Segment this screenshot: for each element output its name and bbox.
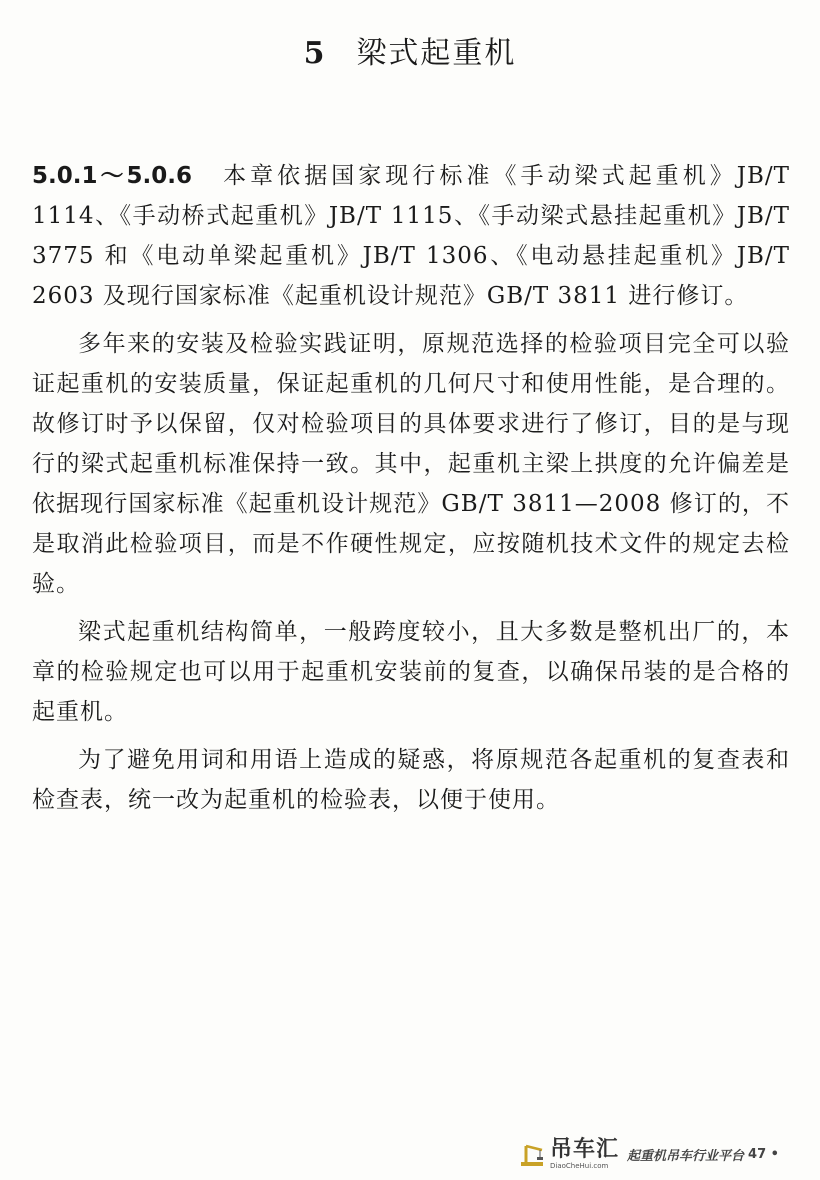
page-number: 47 •: [748, 1146, 779, 1162]
chapter-number: 5: [303, 36, 327, 71]
paragraph-1: [32, 156, 790, 316]
document-body: [32, 156, 790, 828]
logo-name: 吊车汇: [550, 1136, 620, 1162]
footer-slogan: 起重机吊车行业平台: [627, 1148, 745, 1164]
paragraph-3: 梁式起重机结构简单，一般跨度较小，且大多数是整机出厂的，本章的检验规定也可以用于起重机安装前的复查，以确保吊装的是合格的起重机。: [32, 619, 790, 725]
chapter-title: [0, 28, 820, 72]
paragraph-2: 多年来的安装及检验实践证明，原规范选择的检验项目完全可以验证起重机的安装质量，保证起重机的几何尺寸和使用性能，是合理的。故修订时予以保留，仅对检验项目的具体要求进行了修订，目的是与现行的梁式起重机标准保持一致。其中，起重机主梁上拱度的允许偏差是依据现行国家标准《起重机设计规范》GB/T 3811—2008 修订的，不是取消此检验项目，而是不作硬性规定，应按随机技术文件的规定去检验。: [32, 331, 790, 597]
logo-url: DiaoCheHui.com: [550, 1161, 609, 1170]
clause-number: 5.0.1～5.0.6: [32, 163, 193, 189]
chapter-title-text: 梁式起重机: [356, 36, 517, 71]
page-footer: [518, 1136, 808, 1172]
paragraph-4: 为了避免用词和用语上造成的疑惑，将原规范各起重机的复查表和检查表，统一改为起重机的检验表，以便于使用。: [32, 747, 790, 813]
logo-text: [550, 1136, 620, 1170]
crane-icon: [518, 1140, 546, 1168]
paragraph-text: 本章依据国家现行标准《手动梁式起重机》JB/T 1114、《手动桥式起重机》JB/T 1115、《手动梁式悬挂起重机》JB/T 3775 和《电动单梁起重机》JB/T 1306、《电动悬挂起重机》JB/T 2603 及现行国家标准《起重机设计规范》GB/T 3811 进行修订。: [32, 163, 790, 309]
